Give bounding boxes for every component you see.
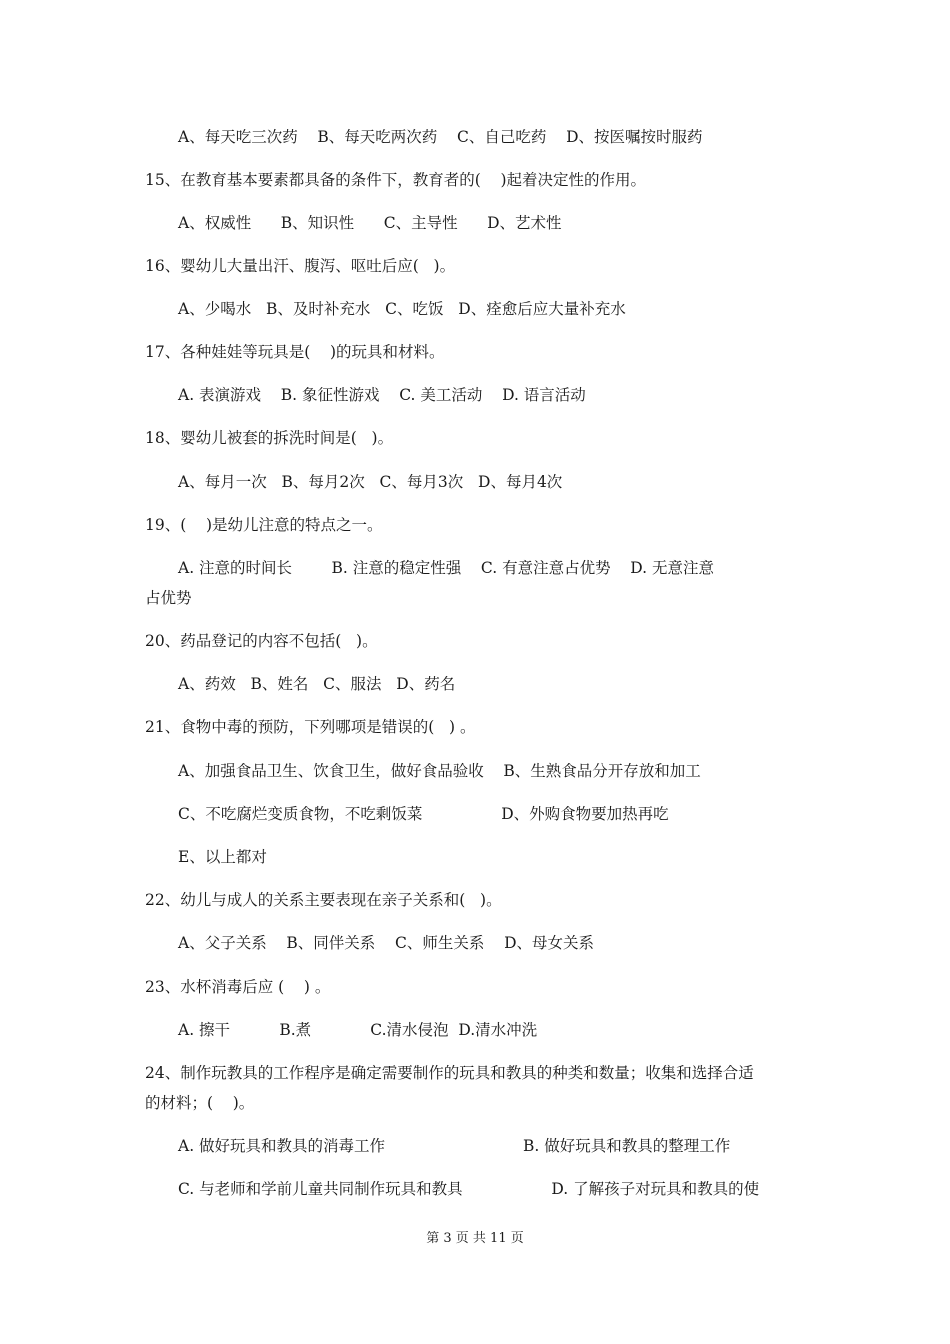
question-16: 16、婴幼儿大量出汗、腹泻、呕吐后应( )。 xyxy=(145,257,456,275)
question-18: 18、婴幼儿被套的拆洗时间是( )。 xyxy=(145,429,394,447)
q19-options-continued: 占优势 xyxy=(145,589,192,607)
question-24-continued: 的材料；( )。 xyxy=(145,1094,255,1112)
question-24: 24、制作玩教具的工作程序是确定需要制作的玩具和教具的种类和数量；收集和选择合适 xyxy=(145,1064,754,1082)
q21-options-cd: C、不吃腐烂变质食物，不吃剩饭菜 D、外购食物要加热再吃 xyxy=(178,805,669,823)
q15-options: A、权威性 B、知识性 C、主导性 D、艺术性 xyxy=(178,214,562,232)
q16-options: A、少喝水 B、及时补充水 C、吃饭 D、痊愈后应大量补充水 xyxy=(178,300,626,318)
question-22: 22、幼儿与成人的关系主要表现在亲子关系和( )。 xyxy=(145,891,502,909)
q23-options: A. 擦干 B.煮 C.清水侵泡 D.清水冲洗 xyxy=(178,1021,538,1039)
q24-options-cd: C. 与老师和学前儿童共同制作玩具和教具 D. 了解孩子对玩具和教具的使 xyxy=(178,1180,760,1198)
question-23: 23、水杯消毒后应 ( ) 。 xyxy=(145,978,331,996)
q14-options: A、每天吃三次药 B、每天吃两次药 C、自己吃药 D、按医嘱按时服药 xyxy=(178,128,703,146)
question-21: 21、食物中毒的预防，下列哪项是错误的( ) 。 xyxy=(145,718,476,736)
question-15: 15、在教育基本要素都具备的条件下，教育者的( )起着决定性的作用。 xyxy=(145,171,647,189)
question-20: 20、药品登记的内容不包括( )。 xyxy=(145,632,378,650)
page-footer: 第 3 页 共 11 页 xyxy=(426,1231,524,1246)
q22-options: A、父子关系 B、同伴关系 C、师生关系 D、母女关系 xyxy=(178,934,594,952)
q17-options: A. 表演游戏 B. 象征性游戏 C. 美工活动 D. 语言活动 xyxy=(178,386,586,404)
question-17: 17、各种娃娃等玩具是( )的玩具和材料。 xyxy=(145,343,445,361)
question-19: 19、( )是幼儿注意的特点之一。 xyxy=(145,516,383,534)
q19-options: A. 注意的时间长 B. 注意的稳定性强 C. 有意注意占优势 D. 无意注意 xyxy=(178,559,715,577)
q18-options: A、每月一次 B、每月2次 C、每月3次 D、每月4次 xyxy=(178,473,563,491)
q21-options-ab: A、加强食品卫生、饮食卫生，做好食品验收 B、生熟食品分开存放和加工 xyxy=(178,762,701,780)
q24-options-ab: A. 做好玩具和教具的消毒工作 B. 做好玩具和教具的整理工作 xyxy=(178,1137,731,1155)
q20-options: A、药效 B、姓名 C、服法 D、药名 xyxy=(178,675,456,693)
q21-option-e: E、以上都对 xyxy=(178,848,267,866)
